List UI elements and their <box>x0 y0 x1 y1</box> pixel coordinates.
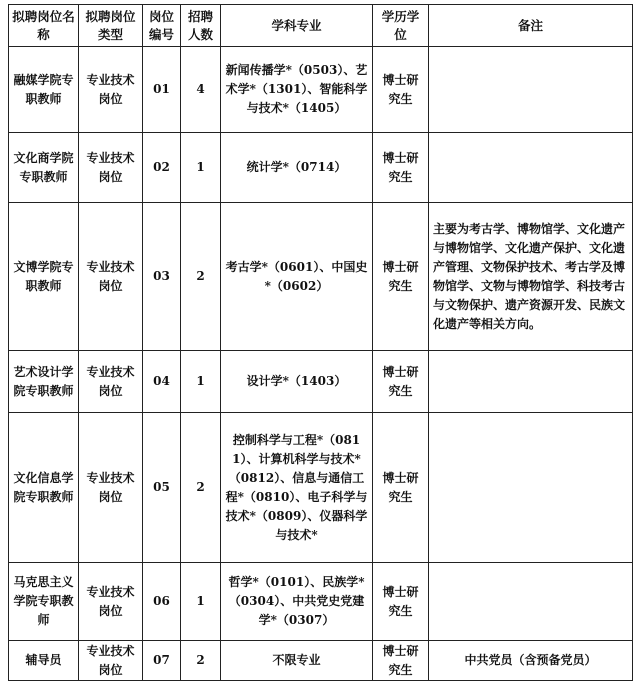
remark <box>429 133 633 203</box>
position-type: 专业技术岗位 <box>79 351 143 413</box>
table-row <box>9 641 633 681</box>
remark <box>429 351 633 413</box>
headcount: 1 <box>181 133 221 203</box>
position-code: 04 <box>143 351 181 413</box>
table-row <box>9 563 633 641</box>
header-degree: 学历学位 <box>373 5 429 47</box>
table-row <box>9 133 633 203</box>
position-name: 文化商学院专职教师 <box>9 133 79 203</box>
major: 设计学*（1403） <box>221 351 373 413</box>
header-headcount: 招聘人数 <box>181 5 221 47</box>
position-code: 07 <box>143 641 181 681</box>
degree: 博士研究生 <box>373 351 429 413</box>
major: 控制科学与工程*（0811）、计算机科学与技术*（0812）、信息与通信工程*（0810）、电子科学与技术*（0809）、仪器科学与技术* <box>221 413 373 563</box>
header-position-type: 拟聘岗位类型 <box>79 5 143 47</box>
position-type: 专业技术岗位 <box>79 133 143 203</box>
position-code: 06 <box>143 563 181 641</box>
header-position-code: 岗位编号 <box>143 5 181 47</box>
headcount: 1 <box>181 351 221 413</box>
position-name: 融媒学院专职教师 <box>9 47 79 133</box>
header-major: 学科专业 <box>221 5 373 47</box>
position-name: 辅导员 <box>9 641 79 681</box>
remark: 主要为考古学、博物馆学、文化遗产与博物馆学、文化遗产保护、文化遗产管理、文物保护技术、考古学及博物馆学、文物与博物馆学、科技考古与文物保护、遗产资源开发、民族文化遗产等相关方向。 <box>429 203 633 351</box>
degree: 博士研究生 <box>373 203 429 351</box>
remark: 中共党员（含预备党员） <box>429 641 633 681</box>
position-code: 03 <box>143 203 181 351</box>
table-row <box>9 203 633 351</box>
degree: 博士研究生 <box>373 133 429 203</box>
header-row <box>9 5 633 47</box>
headcount: 2 <box>181 413 221 563</box>
position-name: 文化信息学院专职教师 <box>9 413 79 563</box>
position-type: 专业技术岗位 <box>79 563 143 641</box>
major: 不限专业 <box>221 641 373 681</box>
degree: 博士研究生 <box>373 563 429 641</box>
position-type: 专业技术岗位 <box>79 413 143 563</box>
position-code: 01 <box>143 47 181 133</box>
recruitment-table-sheet <box>8 4 632 678</box>
remark <box>429 563 633 641</box>
headcount: 2 <box>181 641 221 681</box>
recruitment-table <box>8 4 633 681</box>
major: 统计学*（0714） <box>221 133 373 203</box>
position-type: 专业技术岗位 <box>79 641 143 681</box>
remark <box>429 47 633 133</box>
table-row <box>9 413 633 563</box>
position-code: 02 <box>143 133 181 203</box>
remark <box>429 413 633 563</box>
major: 哲学*（0101）、民族学*（0304）、中共党史党建学*（0307） <box>221 563 373 641</box>
table-row <box>9 351 633 413</box>
degree: 博士研究生 <box>373 641 429 681</box>
position-name: 艺术设计学院专职教师 <box>9 351 79 413</box>
headcount: 1 <box>181 563 221 641</box>
degree: 博士研究生 <box>373 47 429 133</box>
position-code: 05 <box>143 413 181 563</box>
position-type: 专业技术岗位 <box>79 203 143 351</box>
header-position-name: 拟聘岗位名称 <box>9 5 79 47</box>
major: 考古学*（0601）、中国史*（0602） <box>221 203 373 351</box>
degree: 博士研究生 <box>373 413 429 563</box>
header-remark: 备注 <box>429 5 633 47</box>
position-name: 文博学院专职教师 <box>9 203 79 351</box>
table-row <box>9 47 633 133</box>
position-name: 马克思主义学院专职教师 <box>9 563 79 641</box>
position-type: 专业技术岗位 <box>79 47 143 133</box>
headcount: 2 <box>181 203 221 351</box>
headcount: 4 <box>181 47 221 133</box>
major: 新闻传播学*（0503）、艺术学*（1301）、智能科学与技术*（1405） <box>221 47 373 133</box>
